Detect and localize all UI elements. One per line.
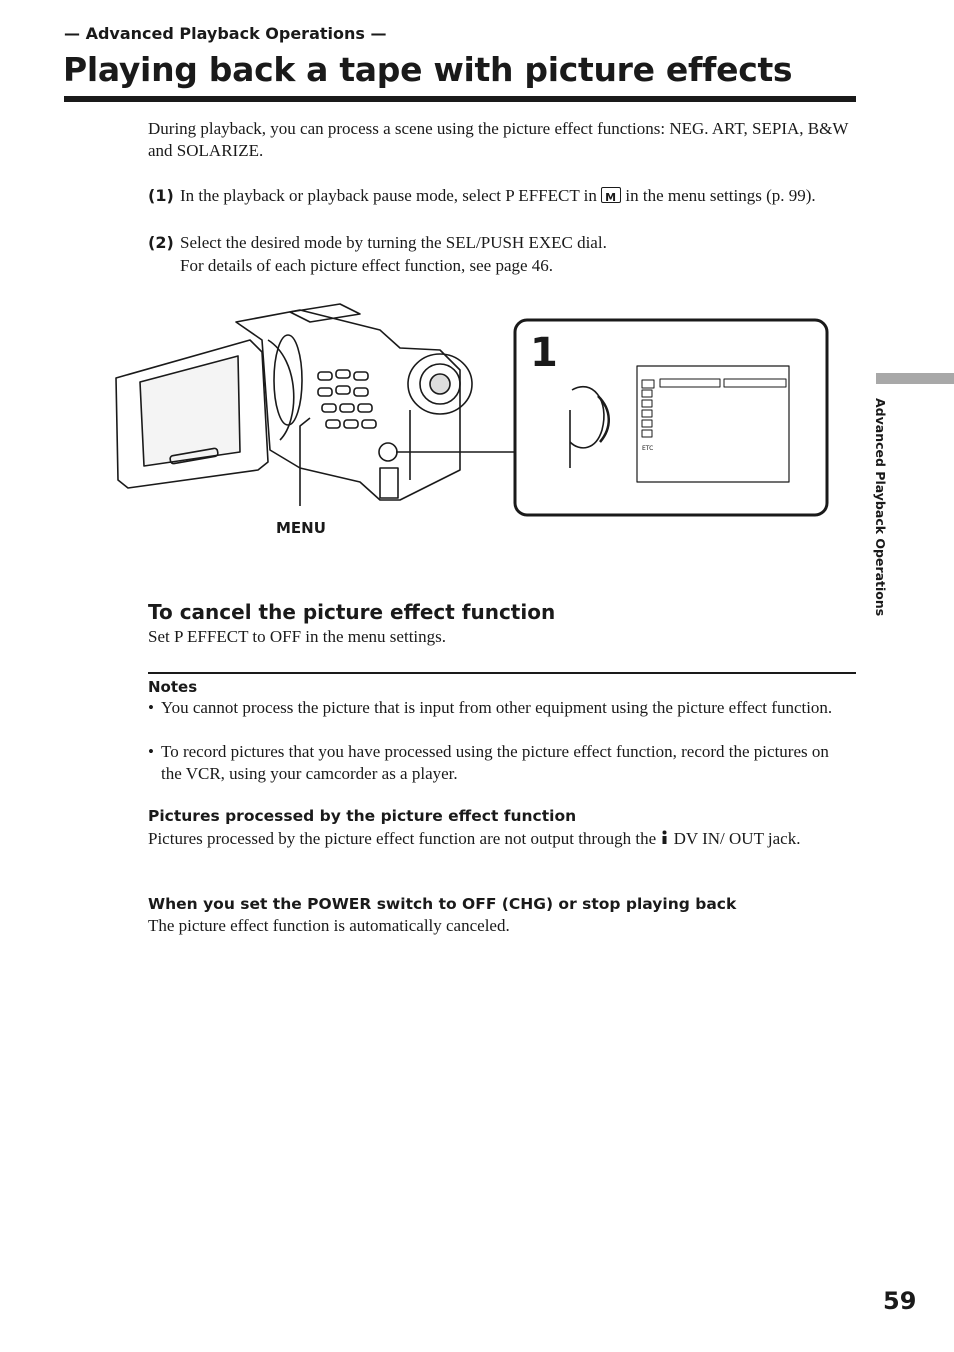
step-1	[148, 184, 856, 207]
side-tab-bar	[876, 373, 954, 384]
bullet-icon: •	[148, 742, 154, 761]
lcd-screen	[140, 356, 240, 466]
step-2-line-1: Select the desired mode by turning the SEL/PUSH EXEC dial.	[180, 233, 607, 252]
sel-push-exec-dial	[379, 443, 397, 461]
manual-menu-icon	[601, 187, 621, 203]
step-number-label: 1	[530, 330, 558, 376]
menu-side-icons	[642, 380, 654, 437]
accessory-shoe	[290, 304, 360, 322]
dv-ilink-icon	[660, 830, 669, 845]
processed-text-before: Pictures processed by the picture effect function are not output through the	[148, 829, 657, 848]
title-rule	[64, 96, 856, 102]
processed-text	[148, 828, 848, 850]
side-tab-label: Advanced Playback Operations	[873, 398, 888, 617]
step-1-text-after: in the menu settings (p. 99).	[625, 186, 816, 205]
menu-callout-label: MENU	[276, 519, 326, 537]
processed-heading: Pictures processed by the picture effect function	[148, 807, 577, 825]
note-text: You cannot process the picture that is input from other equipment using the picture effect function.	[161, 698, 833, 717]
intro-paragraph: During playback, you can process a scene using the picture effect functions: NEG. ART, SEPIA, B&W and SOLARIZE.	[148, 119, 849, 160]
step-1-detail-panel	[515, 320, 827, 515]
control-buttons	[318, 370, 376, 428]
note-item	[148, 697, 848, 719]
power-off-heading: When you set the POWER switch to OFF (CHG) or stop playing back	[148, 895, 737, 913]
processed-text-after: DV IN/ OUT jack.	[673, 829, 801, 848]
page-title: Playing back a tape with picture effects	[63, 50, 793, 89]
note-text: To record pictures that you have processed using the picture effect function, record the pictures on the VCR, using your camcorder as a player.	[161, 742, 829, 783]
cancel-text: Set P EFFECT to OFF in the menu settings.	[148, 627, 447, 646]
step-2-number: (2)	[148, 233, 174, 252]
power-off-text: The picture effect function is automatically canceled.	[148, 916, 510, 935]
step-2-line-2: For details of each picture effect function, see page 46.	[180, 256, 554, 275]
cancel-heading: To cancel the picture effect function	[148, 600, 556, 624]
notes-heading: Notes	[148, 678, 198, 696]
camcorder-body	[236, 310, 460, 500]
viewfinder-hood	[274, 335, 302, 425]
step-2	[148, 231, 856, 277]
menu-callout-line	[300, 418, 310, 506]
lens-center	[430, 374, 450, 394]
notes-rule	[148, 672, 856, 674]
camcorder-illustration	[0, 300, 954, 560]
menu-etc-label: ETC	[642, 445, 654, 452]
page-number: 59	[883, 1287, 917, 1315]
bullet-icon: •	[148, 698, 154, 717]
side-panel	[380, 468, 398, 498]
section-header: — Advanced Playback Operations —	[64, 24, 387, 43]
step-1-number: (1)	[148, 186, 174, 205]
step-1-text-before: In the playback or playback pause mode, select P EFFECT in	[180, 186, 597, 205]
menu-highlight-bar	[660, 379, 720, 387]
note-item	[148, 741, 848, 785]
menu-value-bar	[724, 379, 786, 387]
